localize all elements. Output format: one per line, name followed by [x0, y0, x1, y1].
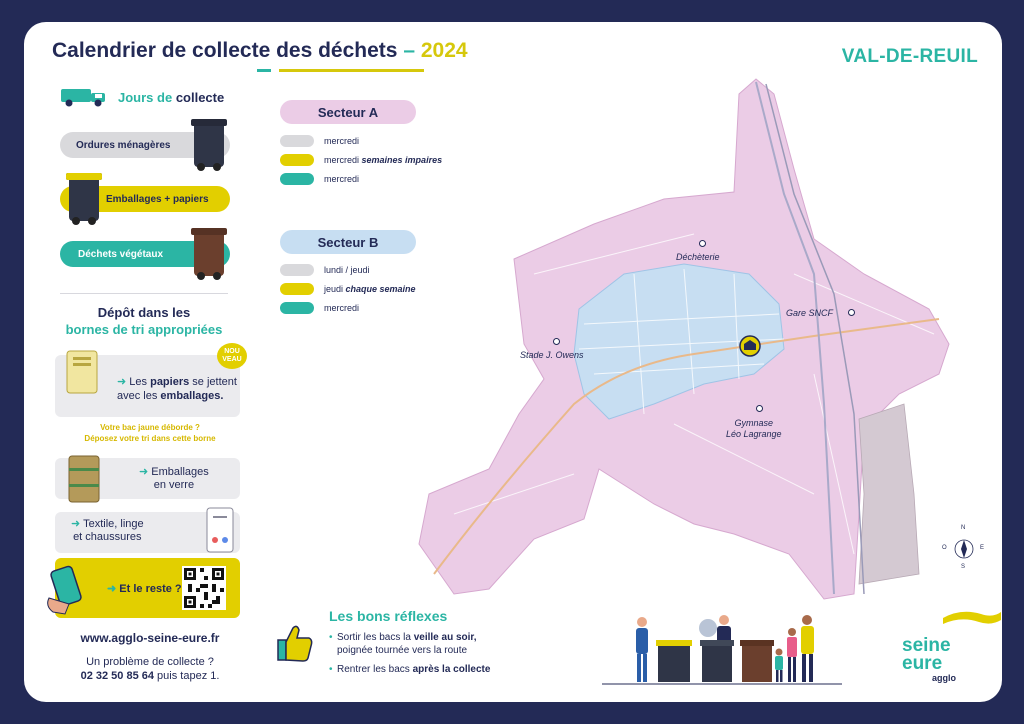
grey-bin-icon — [194, 123, 224, 167]
sector-a-title: Secteur A — [280, 100, 416, 124]
garbage-truck-icon — [60, 86, 110, 108]
compass-rose — [942, 525, 985, 570]
papiers-box — [55, 355, 240, 417]
pin-decheterie — [699, 240, 706, 247]
yellow-bin-icon — [69, 177, 99, 221]
phone-number[interactable]: 02 32 50 85 64 — [80, 670, 154, 682]
logo-line2: agglo — [932, 673, 956, 683]
compass-s: S — [961, 564, 966, 570]
legend-swatch — [280, 283, 314, 295]
legend-text-italic: semaines impaires — [361, 155, 443, 165]
reflex-2-bold: après la collecte — [412, 664, 491, 675]
reflex-1-bold: veille au soir, — [413, 632, 477, 643]
logo-line1: seine eure — [902, 635, 951, 674]
title-underline-teal — [257, 69, 271, 72]
legend-text: mercredi — [324, 174, 360, 184]
verre-box — [55, 458, 240, 499]
waste-type-label: Ordures ménagères — [76, 139, 171, 151]
papiers-text-mid: se jettent avec les — [117, 376, 237, 402]
title-dash: – — [403, 39, 416, 62]
problem-contact — [60, 655, 240, 683]
papiers-text-bold2: emballages. — [160, 390, 224, 402]
title-text: Calendrier de collecte des déchets — [52, 39, 398, 62]
reflex-1-pre: Sortir les bacs la — [337, 632, 411, 643]
reste-label: Et le reste ? — [119, 583, 182, 595]
depot-heading-line1: Dépôt dans les — [97, 305, 191, 320]
papiers-text-pre: Les — [129, 376, 148, 388]
sector-b-title: Secteur B — [280, 230, 416, 254]
textile-text: ➜ Textile, linge et chaussures — [71, 518, 144, 543]
reste-text: ➜ Et le reste ? — [107, 583, 182, 595]
city-name: VAL-DE-REUIL — [841, 46, 978, 67]
warning-line1: Votre bac jaune déborde ? — [100, 423, 200, 432]
legend-text: mercredi — [324, 155, 360, 165]
nouveau-badge: NOU VEAU — [217, 343, 247, 369]
legend-swatch — [280, 154, 314, 166]
glass-container-icon — [67, 454, 101, 504]
warning-text — [60, 422, 240, 444]
reflex-item-1 — [329, 631, 490, 657]
legend-swatch — [280, 173, 314, 185]
papiers-text: ➜ Les papiers se jettent avec les emballages. — [117, 376, 237, 402]
collection-heading-text: Jours de — [118, 89, 173, 105]
poster-card — [24, 22, 1002, 702]
thumbs-up-icon — [275, 620, 315, 664]
tri-kiosk-icon — [65, 349, 99, 395]
waste-type-label: Emballages + papiers — [106, 193, 209, 205]
textile-container-icon — [205, 506, 235, 556]
textile-line2: et chaussures — [73, 531, 142, 543]
map-svg — [394, 74, 994, 624]
textile-box — [55, 512, 240, 553]
legend-swatch — [280, 135, 314, 147]
legend-text: lundi / jeudi — [324, 265, 370, 275]
reflex-1-post: poignée tournée vers la route — [337, 645, 468, 656]
city-map — [394, 74, 994, 624]
legend-text: mercredi — [324, 136, 360, 146]
page-title — [52, 39, 468, 63]
phone-suffix: puis tapez 1. — [157, 670, 220, 682]
qr-code[interactable] — [182, 566, 226, 610]
verre-text: ➜ Emballages en verre — [139, 466, 209, 491]
reflex-item-2 — [329, 663, 490, 676]
collection-heading-text-bold: collecte — [175, 89, 225, 105]
legend-text-italic: chaque semaine — [345, 284, 416, 294]
pin-gymnase — [756, 405, 763, 412]
people-bins-illustration — [602, 612, 842, 686]
textile-line1: Textile, linge — [83, 518, 144, 530]
label-gymnase — [726, 418, 782, 440]
agglo-logo — [902, 637, 978, 683]
legend-text: mercredi — [324, 303, 360, 313]
depot-heading — [60, 304, 228, 338]
papiers-text-bold: papiers — [150, 376, 190, 388]
legend-text: jeudi — [324, 284, 344, 294]
label-decheterie: Déchèterie — [676, 252, 720, 262]
reflexes-list — [329, 631, 490, 682]
logo-wave-icon — [941, 606, 1001, 626]
problem-text: Un problème de collecte ? — [86, 656, 214, 668]
label-gare: Gare SNCF — [786, 308, 834, 318]
collection-heading — [60, 86, 224, 108]
legend-swatch — [280, 264, 314, 276]
reflex-2-pre: Rentrer les bacs — [337, 664, 410, 675]
pin-gare — [848, 309, 855, 316]
pin-stade — [553, 338, 560, 345]
title-underline-yellow — [279, 69, 424, 72]
compass-o: O — [942, 545, 947, 551]
depot-heading-line2: bornes de tri appropriées — [65, 322, 223, 337]
gymnase-line2: Léo Lagrange — [726, 429, 782, 439]
compass-n: N — [961, 525, 966, 531]
compass-icon — [944, 529, 984, 569]
phone-hand-icon — [41, 562, 91, 618]
verre-line2: en verre — [153, 479, 195, 491]
verre-line1: Emballages — [151, 466, 209, 478]
compass-e: E — [980, 545, 985, 551]
reflexes-title: Les bons réflexes — [329, 608, 448, 624]
gymnase-line1: Gymnase — [734, 418, 774, 428]
waste-type-label: Déchets végétaux — [78, 248, 164, 260]
qr-code-icon — [184, 568, 224, 608]
website-link[interactable]: www.agglo-seine-eure.fr — [80, 631, 220, 645]
title-year: 2024 — [420, 39, 468, 62]
industrial-zone — [859, 404, 919, 584]
warning-line2: Déposez votre tri dans cette borne — [84, 434, 216, 443]
brown-bin-icon — [194, 232, 224, 276]
legend-swatch — [280, 302, 314, 314]
divider — [60, 293, 228, 294]
label-stade: Stade J. Owens — [520, 350, 584, 360]
